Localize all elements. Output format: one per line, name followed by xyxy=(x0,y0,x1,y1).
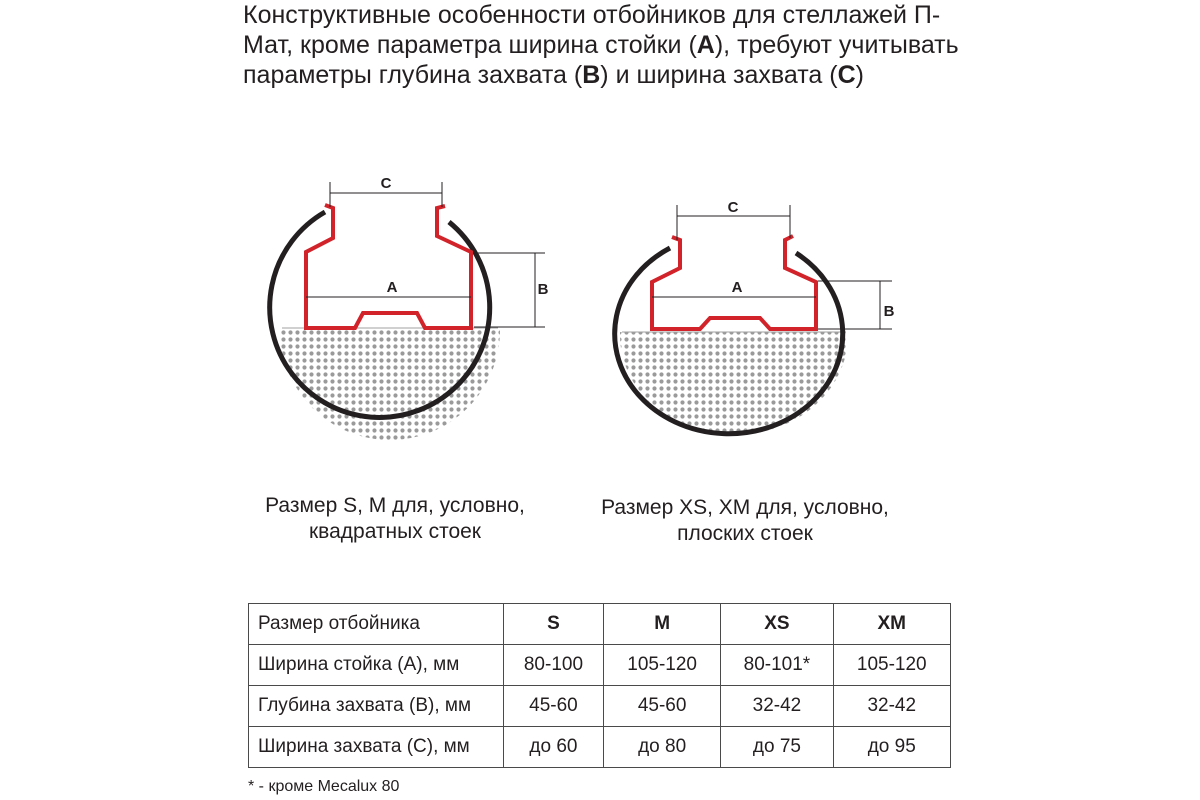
table-cell: 45-60 xyxy=(603,686,720,727)
label-a-left: A xyxy=(386,279,398,296)
table-cell: 32-42 xyxy=(833,686,950,727)
rack-profile-left xyxy=(306,205,471,328)
table-corner-cell: Размер отбойника xyxy=(249,604,504,645)
size-table xyxy=(248,603,951,768)
perforated-fill-left xyxy=(270,328,510,458)
label-b-right: B xyxy=(883,303,895,320)
table-row xyxy=(249,727,951,768)
table-cell: 32-42 xyxy=(721,686,833,727)
table-header-row xyxy=(249,604,951,645)
table-row xyxy=(249,686,951,727)
row-label: Глубина захвата (B), мм xyxy=(249,686,504,727)
col-header-m: M xyxy=(603,604,720,645)
table-cell: до 80 xyxy=(603,727,720,768)
caption-right xyxy=(575,495,915,547)
table-cell: 105-120 xyxy=(833,645,950,686)
heading-mark-b: B xyxy=(582,61,601,89)
table-cell: до 95 xyxy=(833,727,950,768)
heading-text-1: Конструктивные особенности отбойников для стеллажей П-Мат, кроме параметра ширина стойки ( xyxy=(243,1,941,59)
col-header-s: S xyxy=(504,604,604,645)
heading-text-4: ) xyxy=(855,61,864,89)
table-row xyxy=(249,645,951,686)
heading-mark-a: A xyxy=(696,31,715,59)
heading-text-2: ), требуют учитывать параметры глубина захвата ( xyxy=(243,31,959,89)
col-header-xm: XM xyxy=(833,604,950,645)
diagram-left xyxy=(270,175,549,458)
table-cell: до 60 xyxy=(504,727,604,768)
caption-left xyxy=(230,493,560,545)
col-header-xs: XS xyxy=(721,604,833,645)
diagram-right xyxy=(615,199,895,442)
caption-left-line-2: квадратных стоек xyxy=(308,520,481,543)
label-a-right: A xyxy=(731,279,743,296)
label-b-left: B xyxy=(537,281,549,298)
heading-mark-c: C xyxy=(837,61,856,89)
table-cell: 45-60 xyxy=(504,686,604,727)
heading-text-3: ) и ширина захвата ( xyxy=(600,61,838,89)
table-cell: 80-101* xyxy=(721,645,833,686)
row-label: Ширина стойка (A), мм xyxy=(249,645,504,686)
caption-right-line-2: плоских стоек xyxy=(677,522,813,545)
table-cell: до 75 xyxy=(721,727,833,768)
caption-right-line-1: Размер XS, XM для, условно, xyxy=(601,496,889,519)
row-label: Ширина захвата (C), мм xyxy=(249,727,504,768)
caption-left-line-1: Размер S, M для, условно, xyxy=(265,494,525,517)
footnote: * - кроме Mecalux 80 xyxy=(248,778,400,795)
label-c-right: C xyxy=(727,199,739,216)
table-cell: 80-100 xyxy=(504,645,604,686)
perforated-fill-right xyxy=(616,332,852,442)
label-c-left: C xyxy=(380,175,392,192)
table-cell: 105-120 xyxy=(603,645,720,686)
